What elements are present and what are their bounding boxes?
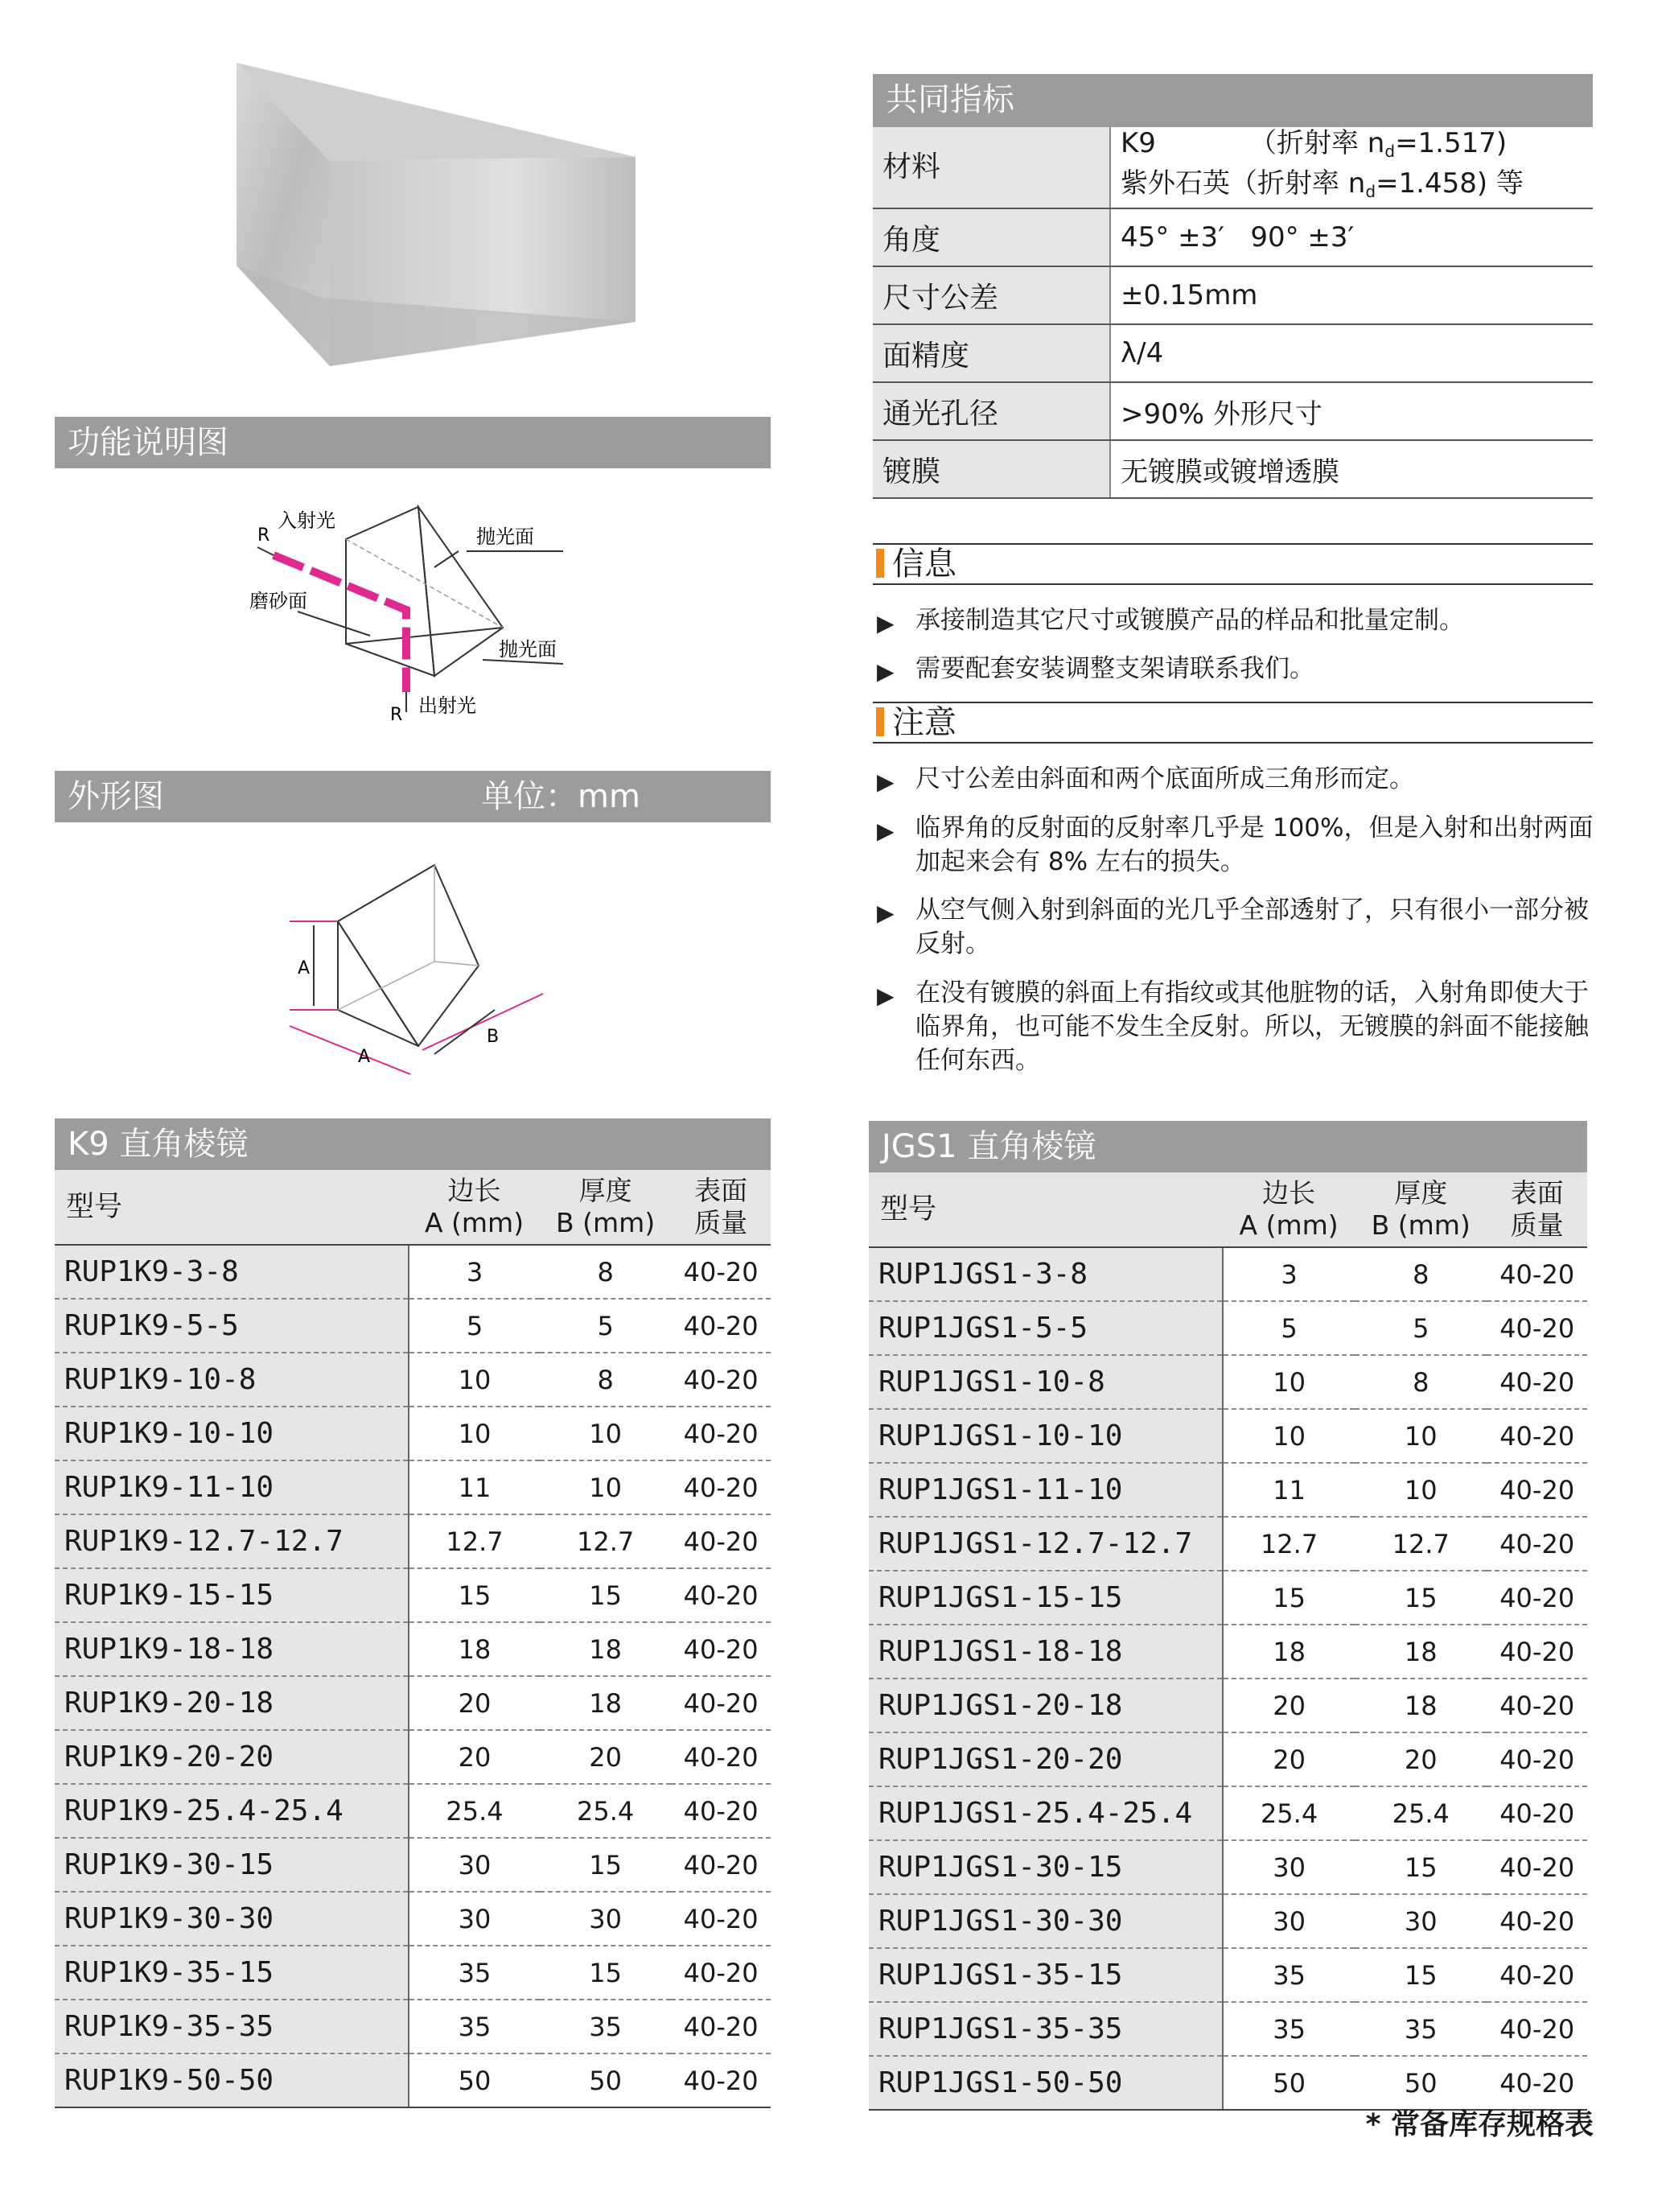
- side-a-cell: 5: [409, 1299, 540, 1353]
- outline-title-text: 外形图: [68, 778, 164, 815]
- thickness-b-cell: 15: [1355, 1948, 1487, 2002]
- col-b: [540, 1170, 671, 1245]
- side-a-cell: 50: [1223, 2056, 1355, 2110]
- info-item: [877, 652, 1601, 686]
- table-row: [55, 1676, 771, 1730]
- table-row: [55, 1568, 771, 1622]
- surface-quality-cell: 40-20: [1487, 2056, 1587, 2110]
- table-row: [55, 1407, 771, 1460]
- exit-light-label: 出射光: [418, 694, 476, 717]
- side-a-cell: 25.4: [1223, 1786, 1355, 1840]
- col-a-line2: A (mm): [424, 1207, 524, 1238]
- note-item: [877, 976, 1601, 1077]
- side-a-cell: 20: [1223, 1679, 1355, 1732]
- model-cell: RUP1K9-30-15: [55, 1838, 409, 1892]
- col-a-line1: 边长: [447, 1175, 501, 1206]
- surface-quality-cell: 40-20: [671, 1784, 771, 1838]
- col-q-line2: 质量: [1510, 1209, 1564, 1241]
- thickness-b-cell: 8: [1355, 1247, 1487, 1301]
- thickness-b-cell: 10: [540, 1460, 671, 1514]
- side-a-cell: 11: [1223, 1463, 1355, 1517]
- model-cell: RUP1JGS1-20-20: [869, 1732, 1223, 1786]
- table-row: [869, 1732, 1587, 1786]
- model-cell: RUP1JGS1-5-5: [869, 1301, 1223, 1355]
- note-item: [877, 893, 1601, 961]
- spec-key: 角度: [873, 208, 1110, 266]
- bullet-triangle-icon: ▶: [877, 610, 895, 636]
- mat-quartz: 紫外石英（折射率 n: [1121, 167, 1366, 200]
- thickness-b-cell: 10: [1355, 1463, 1487, 1517]
- side-a-cell: 20: [1223, 1732, 1355, 1786]
- col-model: 型号: [869, 1172, 1223, 1247]
- side-a-cell: 15: [1223, 1571, 1355, 1625]
- notes-header: [873, 702, 1593, 744]
- spec-title: 共同指标: [873, 74, 1593, 127]
- table-row: [869, 1625, 1587, 1679]
- outline-diagram: [282, 857, 555, 1082]
- surface-quality-cell: 40-20: [1487, 2002, 1587, 2056]
- mat-k9: K9: [1121, 127, 1156, 159]
- surface-quality-cell: 40-20: [671, 1622, 771, 1676]
- surface-quality-cell: 40-20: [671, 1946, 771, 2000]
- note-item: [877, 811, 1601, 879]
- side-a-cell: 35: [1223, 1948, 1355, 2002]
- table-row: [869, 1355, 1587, 1409]
- model-cell: RUP1JGS1-18-18: [869, 1625, 1223, 1679]
- side-a-cell: 20: [409, 1730, 540, 1784]
- surface-quality-cell: 40-20: [671, 2000, 771, 2053]
- thickness-b-cell: 20: [1355, 1732, 1487, 1786]
- note-item: [877, 762, 1601, 796]
- table-row: [869, 1409, 1587, 1463]
- col-model: 型号: [55, 1170, 409, 1245]
- thickness-b-cell: 8: [540, 1245, 671, 1299]
- surface-quality-cell: 40-20: [671, 1299, 771, 1353]
- table-row: [55, 1245, 771, 1299]
- thickness-b-cell: 20: [540, 1730, 671, 1784]
- table-row: [55, 1730, 771, 1784]
- model-cell: RUP1JGS1-25.4-25.4: [869, 1786, 1223, 1840]
- jgs1-product-table: [869, 1172, 1587, 2111]
- model-cell: RUP1JGS1-10-8: [869, 1355, 1223, 1409]
- surface-quality-cell: 40-20: [671, 1460, 771, 1514]
- thickness-b-cell: 15: [540, 1568, 671, 1622]
- spec-value: λ/4: [1110, 324, 1593, 382]
- incident-light-label: 入射光: [278, 509, 335, 532]
- thickness-b-cell: 5: [1355, 1301, 1487, 1355]
- side-a-cell: 10: [1223, 1355, 1355, 1409]
- surface-quality-cell: 40-20: [1487, 1517, 1587, 1571]
- spec-row: [873, 440, 1593, 498]
- polished-face-label-1: 抛光面: [476, 525, 534, 548]
- table-row: [869, 1301, 1587, 1355]
- spec-value: 45° ±3′ 90° ±3′: [1110, 208, 1593, 266]
- table-row: [869, 1894, 1587, 1948]
- spec-value: ±0.15mm: [1110, 266, 1593, 324]
- surface-quality-cell: 40-20: [1487, 1247, 1587, 1301]
- spec-value: [1110, 127, 1593, 208]
- note-text: 临界角的反射面的反射率几乎是 100%，但是入射和出射两面加起来会有 8% 左右的损失。: [915, 814, 1594, 876]
- note-text: 从空气侧入射到斜面的光几乎全部透射了，只有很小一部分被反射。: [915, 896, 1589, 958]
- model-cell: RUP1JGS1-30-30: [869, 1894, 1223, 1948]
- info-text: 需要配套安装调整支架请联系我们。: [915, 654, 1314, 683]
- surface-quality-cell: 40-20: [1487, 1463, 1587, 1517]
- table-row: [55, 2000, 771, 2053]
- spec-key: 面精度: [873, 324, 1110, 382]
- mat-quartz-sub: d: [1365, 182, 1376, 201]
- model-cell: RUP1K9-20-18: [55, 1676, 409, 1730]
- side-a-cell: 20: [409, 1676, 540, 1730]
- bullet-triangle-icon: ▶: [877, 658, 895, 685]
- col-quality: [671, 1170, 771, 1245]
- col-b-line1: 厚度: [578, 1175, 632, 1206]
- thickness-b-cell: 10: [1355, 1409, 1487, 1463]
- model-cell: RUP1JGS1-10-10: [869, 1409, 1223, 1463]
- model-cell: RUP1K9-12.7-12.7: [55, 1514, 409, 1568]
- spec-table: [873, 127, 1593, 499]
- model-cell: RUP1JGS1-35-15: [869, 1948, 1223, 2002]
- side-a-cell: 3: [1223, 1247, 1355, 1301]
- side-a-cell: 30: [409, 1838, 540, 1892]
- thickness-b-cell: 18: [1355, 1625, 1487, 1679]
- col-a: [1223, 1172, 1355, 1247]
- model-cell: RUP1K9-5-5: [55, 1299, 409, 1353]
- model-cell: RUP1K9-10-10: [55, 1407, 409, 1460]
- spec-row: [873, 266, 1593, 324]
- side-a-cell: 10: [1223, 1409, 1355, 1463]
- table-row: [869, 1679, 1587, 1732]
- table-row: [869, 1948, 1587, 2002]
- orange-marker: [876, 707, 884, 736]
- col-a-line2: A (mm): [1239, 1209, 1339, 1241]
- model-cell: RUP1K9-20-20: [55, 1730, 409, 1784]
- spec-value: 无镀膜或镀增透膜: [1110, 440, 1593, 498]
- model-cell: RUP1K9-25.4-25.4: [55, 1784, 409, 1838]
- jgs1-table-title: JGS1 直角棱镜: [869, 1121, 1587, 1172]
- notes-title: 注意: [892, 704, 956, 741]
- col-b-line2: B (mm): [1371, 1209, 1471, 1241]
- mat-quartz-val: =1.458) 等: [1376, 167, 1524, 200]
- model-cell: RUP1K9-30-30: [55, 1892, 409, 1946]
- model-cell: RUP1K9-11-10: [55, 1460, 409, 1514]
- model-cell: RUP1JGS1-12.7-12.7: [869, 1517, 1223, 1571]
- dim-a-bottom: A: [358, 1047, 371, 1067]
- prism-product-image: [225, 56, 644, 378]
- surface-quality-cell: 40-20: [1487, 1894, 1587, 1948]
- side-a-cell: 25.4: [409, 1784, 540, 1838]
- info-item: [877, 603, 1601, 637]
- r-top-label: R: [257, 525, 270, 546]
- side-a-cell: 30: [1223, 1894, 1355, 1948]
- surface-quality-cell: 40-20: [1487, 1786, 1587, 1840]
- unit-label: 单位：mm: [481, 778, 640, 815]
- mat-k9-sub: d: [1384, 142, 1396, 161]
- col-b: [1355, 1172, 1487, 1247]
- model-cell: RUP1JGS1-20-18: [869, 1679, 1223, 1732]
- spec-row: [873, 382, 1593, 440]
- side-a-cell: 3: [409, 1245, 540, 1299]
- side-a-cell: 35: [409, 1946, 540, 2000]
- surface-quality-cell: 40-20: [1487, 1301, 1587, 1355]
- table-row: [55, 1838, 771, 1892]
- table-row: [55, 1460, 771, 1514]
- model-cell: RUP1K9-18-18: [55, 1622, 409, 1676]
- thickness-b-cell: 15: [540, 1838, 671, 1892]
- col-quality: [1487, 1172, 1587, 1247]
- thickness-b-cell: 25.4: [1355, 1786, 1487, 1840]
- table-row: [869, 1786, 1587, 1840]
- surface-quality-cell: 40-20: [1487, 1625, 1587, 1679]
- surface-quality-cell: 40-20: [671, 1514, 771, 1568]
- thickness-b-cell: 12.7: [1355, 1517, 1487, 1571]
- surface-quality-cell: 40-20: [671, 1245, 771, 1299]
- table-row: [55, 2053, 771, 2107]
- col-a-line1: 边长: [1262, 1177, 1316, 1209]
- note-text: 在没有镀膜的斜面上有指纹或其他脏物的话，入射角即使大于临界角，也可能不发生全反射。所以，无镀膜的斜面不能接触任何东西。: [915, 978, 1589, 1075]
- thickness-b-cell: 18: [1355, 1679, 1487, 1732]
- table-header-row: [55, 1170, 771, 1245]
- thickness-b-cell: 15: [540, 1946, 671, 2000]
- side-a-cell: 5: [1223, 1301, 1355, 1355]
- bullet-triangle-icon: ▶: [877, 982, 895, 1009]
- polished-face-label-2: 抛光面: [499, 638, 557, 661]
- note-text: 尺寸公差由斜面和两个底面所成三角形而定。: [915, 764, 1414, 793]
- surface-quality-cell: 40-20: [671, 1838, 771, 1892]
- table-row: [55, 1946, 771, 2000]
- thickness-b-cell: 35: [1355, 2002, 1487, 2056]
- table-row: [869, 2002, 1587, 2056]
- model-cell: RUP1JGS1-30-15: [869, 1840, 1223, 1894]
- thickness-b-cell: 5: [540, 1299, 671, 1353]
- bullet-triangle-icon: ▶: [877, 768, 895, 795]
- spec-row: [873, 208, 1593, 266]
- spec-key: 材料: [873, 127, 1110, 208]
- surface-quality-cell: 40-20: [671, 1730, 771, 1784]
- mat-k9-val: =1.517): [1395, 127, 1508, 159]
- thickness-b-cell: 30: [540, 1892, 671, 1946]
- side-a-cell: 18: [409, 1622, 540, 1676]
- model-cell: RUP1K9-10-8: [55, 1353, 409, 1407]
- thickness-b-cell: 18: [540, 1622, 671, 1676]
- side-a-cell: 15: [409, 1568, 540, 1622]
- side-a-cell: 35: [1223, 2002, 1355, 2056]
- model-cell: RUP1JGS1-3-8: [869, 1247, 1223, 1301]
- table-row: [869, 1463, 1587, 1517]
- spec-key: 通光孔径: [873, 382, 1110, 440]
- model-cell: RUP1K9-35-35: [55, 2000, 409, 2053]
- thickness-b-cell: 10: [540, 1407, 671, 1460]
- orange-marker: [876, 549, 884, 578]
- side-a-cell: 50: [409, 2053, 540, 2107]
- bullet-triangle-icon: ▶: [877, 900, 895, 926]
- footnote: * 常备库存规格表: [1365, 2108, 1594, 2141]
- col-q-line1: 表面: [694, 1175, 748, 1206]
- function-diagram-title: 功能说明图: [55, 417, 771, 468]
- col-b-line1: 厚度: [1394, 1177, 1448, 1209]
- surface-quality-cell: 40-20: [671, 2053, 771, 2107]
- surface-quality-cell: 40-20: [1487, 1840, 1587, 1894]
- side-a-cell: 12.7: [409, 1514, 540, 1568]
- col-q-line1: 表面: [1510, 1177, 1564, 1209]
- surface-quality-cell: 40-20: [1487, 1948, 1587, 2002]
- table-row: [869, 1840, 1587, 1894]
- surface-quality-cell: 40-20: [1487, 1409, 1587, 1463]
- model-cell: RUP1K9-35-15: [55, 1946, 409, 2000]
- thickness-b-cell: 35: [540, 2000, 671, 2053]
- col-a: [409, 1170, 540, 1245]
- table-row: [55, 1784, 771, 1838]
- thickness-b-cell: 8: [1355, 1355, 1487, 1409]
- spec-row-material: [873, 127, 1593, 208]
- col-q-line2: 质量: [694, 1207, 748, 1238]
- outline-diagram-title: [55, 771, 771, 822]
- table-row: [55, 1892, 771, 1946]
- ground-face-label: 磨砂面: [249, 590, 307, 612]
- table-row: [55, 1622, 771, 1676]
- side-a-cell: 30: [409, 1892, 540, 1946]
- thickness-b-cell: 50: [1355, 2056, 1487, 2110]
- spec-key: 镀膜: [873, 440, 1110, 498]
- table-row: [55, 1514, 771, 1568]
- model-cell: RUP1K9-3-8: [55, 1245, 409, 1299]
- surface-quality-cell: 40-20: [671, 1676, 771, 1730]
- model-cell: RUP1K9-50-50: [55, 2053, 409, 2107]
- thickness-b-cell: 12.7: [540, 1514, 671, 1568]
- thickness-b-cell: 15: [1355, 1571, 1487, 1625]
- thickness-b-cell: 25.4: [540, 1784, 671, 1838]
- table-row: [55, 1353, 771, 1407]
- side-a-cell: 12.7: [1223, 1517, 1355, 1571]
- surface-quality-cell: 40-20: [671, 1568, 771, 1622]
- dim-a-vertical: A: [298, 958, 311, 978]
- spec-row: [873, 324, 1593, 382]
- mat-k9-ri: （折射率 n: [1249, 127, 1385, 159]
- info-header: [873, 543, 1593, 585]
- surface-quality-cell: 40-20: [1487, 1732, 1587, 1786]
- k9-product-table: [55, 1170, 771, 2108]
- side-a-cell: 10: [409, 1407, 540, 1460]
- thickness-b-cell: 15: [1355, 1840, 1487, 1894]
- k9-table-title: K9 直角棱镜: [55, 1118, 771, 1170]
- thickness-b-cell: 18: [540, 1676, 671, 1730]
- function-diagram: [225, 491, 595, 732]
- table-row: [869, 1247, 1587, 1301]
- side-a-cell: 18: [1223, 1625, 1355, 1679]
- spec-value: >90% 外形尺寸: [1110, 382, 1593, 440]
- model-cell: RUP1K9-15-15: [55, 1568, 409, 1622]
- info-title: 信息: [892, 546, 956, 583]
- surface-quality-cell: 40-20: [1487, 1355, 1587, 1409]
- surface-quality-cell: 40-20: [671, 1407, 771, 1460]
- model-cell: RUP1JGS1-50-50: [869, 2056, 1223, 2110]
- table-row: [869, 1517, 1587, 1571]
- table-row: [869, 1571, 1587, 1625]
- thickness-b-cell: 50: [540, 2053, 671, 2107]
- dim-b: B: [487, 1027, 500, 1047]
- side-a-cell: 35: [409, 2000, 540, 2053]
- spec-key: 尺寸公差: [873, 266, 1110, 324]
- col-b-line2: B (mm): [556, 1207, 656, 1238]
- model-cell: RUP1JGS1-35-35: [869, 2002, 1223, 2056]
- thickness-b-cell: 30: [1355, 1894, 1487, 1948]
- surface-quality-cell: 40-20: [1487, 1571, 1587, 1625]
- info-text: 承接制造其它尺寸或镀膜产品的样品和批量定制。: [915, 606, 1464, 635]
- surface-quality-cell: 40-20: [671, 1892, 771, 1946]
- table-header-row: [869, 1172, 1587, 1247]
- thickness-b-cell: 8: [540, 1353, 671, 1407]
- surface-quality-cell: 40-20: [1487, 1679, 1587, 1732]
- side-a-cell: 10: [409, 1353, 540, 1407]
- side-a-cell: 11: [409, 1460, 540, 1514]
- model-cell: RUP1JGS1-11-10: [869, 1463, 1223, 1517]
- table-row: [55, 1299, 771, 1353]
- side-a-cell: 30: [1223, 1840, 1355, 1894]
- model-cell: RUP1JGS1-15-15: [869, 1571, 1223, 1625]
- r-bottom-label: R: [390, 705, 403, 725]
- bullet-triangle-icon: ▶: [877, 818, 895, 844]
- surface-quality-cell: 40-20: [671, 1353, 771, 1407]
